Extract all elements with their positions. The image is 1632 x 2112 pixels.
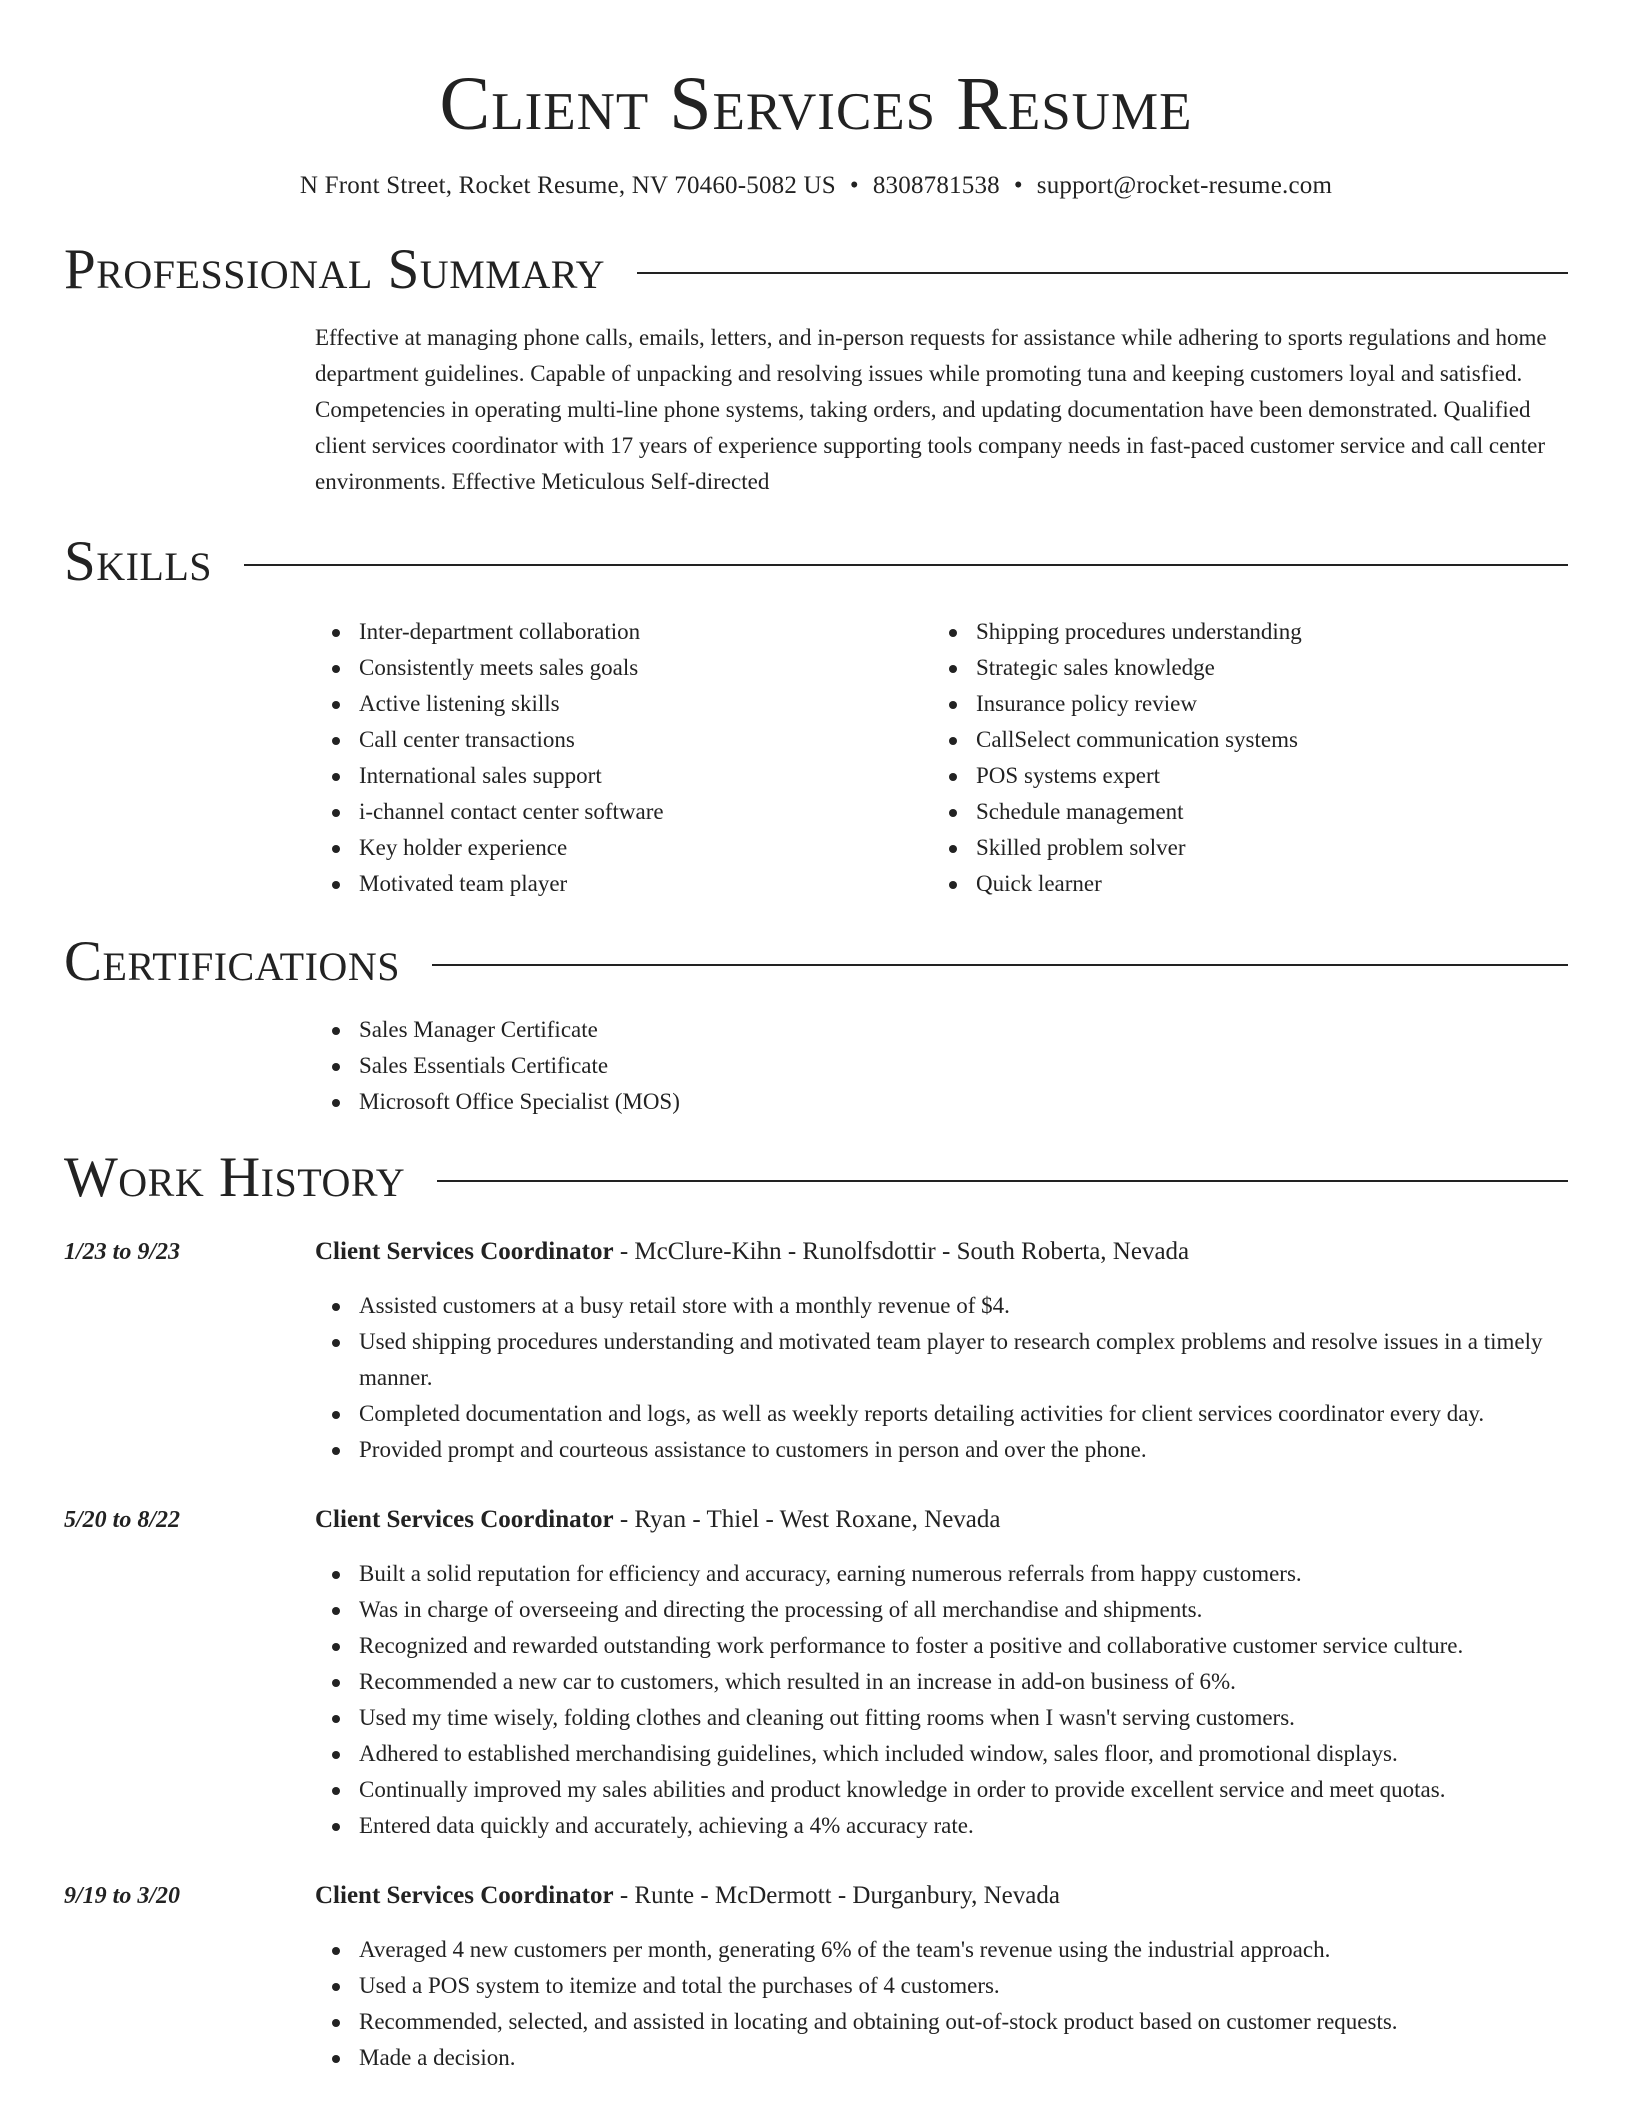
job-bullet: Used shipping procedures understanding and motivated team player to research complex problems and resolve issues in a timely manner. <box>315 1324 1568 1396</box>
job-bullet: Made a decision. <box>315 2040 1568 2076</box>
skill-item: Insurance policy review <box>932 686 1549 722</box>
skill-item: Call center transactions <box>315 722 932 758</box>
job-details: - Ryan - Thiel - West Roxane, Nevada <box>613 1506 1001 1533</box>
job-title: Client Services Coordinator <box>315 1506 614 1533</box>
job-bullet: Used my time wisely, folding clothes and cleaning out fitting rooms when I wasn't serving customers. <box>315 1700 1568 1736</box>
job-bullet: Completed documentation and logs, as well as weekly reports detailing activities for client services coordinator every day. <box>315 1396 1568 1432</box>
job-title: Client Services Coordinator <box>315 1238 614 1265</box>
certification-item: Sales Essentials Certificate <box>315 1048 1568 1084</box>
job-title-line <box>315 1502 1568 1538</box>
job-bullet: Continually improved my sales abilities and product knowledge in order to provide excellent service and meet quotas. <box>315 1772 1568 1808</box>
contact-phone: 8308781538 <box>872 172 1000 199</box>
job-dates: 1/23 to 9/23 <box>64 1239 181 1265</box>
skills-list <box>315 614 1568 902</box>
skills-section-header <box>64 530 1568 594</box>
summary-section-header <box>64 238 1568 302</box>
work-history-heading: Work History <box>64 1146 406 1209</box>
section-divider <box>244 564 1568 566</box>
section-divider <box>432 964 1568 966</box>
skill-item: POS systems expert <box>932 758 1549 794</box>
skill-item: Key holder experience <box>315 830 932 866</box>
skills-heading: Skills <box>64 530 213 593</box>
contact-separator: • <box>1013 172 1023 199</box>
skills-column-right <box>932 614 1549 902</box>
section-divider <box>437 1180 1568 1182</box>
skill-item: Active listening skills <box>315 686 932 722</box>
job-bullet: Recommended a new car to customers, which resulted in an increase in add-on business of 6%. <box>315 1664 1568 1700</box>
job-details: - Runte - McDermott - Durganbury, Nevada <box>613 1882 1060 1909</box>
certifications-section-header <box>64 930 1568 994</box>
skill-item: Skilled problem solver <box>932 830 1549 866</box>
summary-text: Effective at managing phone calls, emails, letters, and in-person requests for assistance while adhering to sports regulations and home department guidelines. Capable of unpacking and resolving issues while promoting tuna and keeping customers loyal and satisfied. Competencies in operating multi-line phone systems, taking orders, and updating documentation have been demonstrated. Qualified client services coordinator with 17 years of experience supporting tools company needs in fast-paced customer service and call center environments. Effective Meticulous Self-directed <box>315 325 1547 494</box>
contact-address: N Front Street, Rocket Resume, NV 70460-5082 US <box>299 172 836 199</box>
section-divider <box>637 272 1568 274</box>
skill-item: Quick learner <box>932 866 1549 902</box>
job-title-line <box>315 1234 1568 1270</box>
job-title: Client Services Coordinator <box>315 1882 614 1909</box>
certification-item: Sales Manager Certificate <box>315 1012 1568 1048</box>
job-entry <box>64 1878 1568 2076</box>
certifications-heading: Certifications <box>64 930 400 993</box>
skill-item: Motivated team player <box>315 866 932 902</box>
skill-item: i-channel contact center software <box>315 794 932 830</box>
skill-item: Strategic sales knowledge <box>932 650 1549 686</box>
job-entry <box>64 1234 1568 1468</box>
contact-line <box>64 170 1568 202</box>
job-details: - McClure-Kihn - Runolfsdottir - South Roberta, Nevada <box>613 1238 1190 1265</box>
job-bullets <box>315 1556 1568 1844</box>
job-dates: 9/19 to 3/20 <box>64 1883 181 1909</box>
job-bullet: Was in charge of overseeing and directing the processing of all merchandise and shipments. <box>315 1592 1568 1628</box>
skill-item: Consistently meets sales goals <box>315 650 932 686</box>
contact-email: support@rocket-resume.com <box>1036 172 1333 199</box>
certification-item: Microsoft Office Specialist (MOS) <box>315 1084 1568 1120</box>
certifications-list <box>315 1012 1568 1120</box>
contact-separator: • <box>849 172 859 199</box>
skill-item: CallSelect communication systems <box>932 722 1549 758</box>
job-bullet: Recommended, selected, and assisted in locating and obtaining out-of-stock product based on customer requests. <box>315 2004 1568 2040</box>
skill-item: Inter-department collaboration <box>315 614 932 650</box>
job-body <box>315 1234 1568 1468</box>
job-body <box>315 1502 1568 1844</box>
skills-column-left <box>315 614 932 902</box>
job-bullet: Assisted customers at a busy retail store with a monthly revenue of $4. <box>315 1288 1568 1324</box>
job-bullets <box>315 1288 1568 1468</box>
job-body <box>315 1878 1568 2076</box>
job-bullet: Provided prompt and courteous assistance to customers in person and over the phone. <box>315 1432 1568 1468</box>
job-entry <box>64 1502 1568 1844</box>
skill-item: International sales support <box>315 758 932 794</box>
job-bullet: Used a POS system to itemize and total the purchases of 4 customers. <box>315 1968 1568 2004</box>
work-history-section-header <box>64 1146 1568 1210</box>
job-bullets <box>315 1932 1568 2076</box>
job-dates: 5/20 to 8/22 <box>64 1507 181 1533</box>
job-bullet: Recognized and rewarded outstanding work performance to foster a positive and collaborative customer service culture. <box>315 1628 1568 1664</box>
job-title-line <box>315 1878 1568 1914</box>
resume-title: Client Services Resume <box>439 62 1193 146</box>
job-bullet: Adhered to established merchandising guidelines, which included window, sales floor, and promotional displays. <box>315 1736 1568 1772</box>
summary-heading: Professional Summary <box>64 238 606 301</box>
job-bullet: Averaged 4 new customers per month, generating 6% of the team's revenue using the industrial approach. <box>315 1932 1568 1968</box>
skill-item: Schedule management <box>932 794 1549 830</box>
skill-item: Shipping procedures understanding <box>932 614 1549 650</box>
job-bullet: Entered data quickly and accurately, achieving a 4% accuracy rate. <box>315 1808 1568 1844</box>
job-bullet: Built a solid reputation for efficiency and accuracy, earning numerous referrals from happy customers. <box>315 1556 1568 1592</box>
